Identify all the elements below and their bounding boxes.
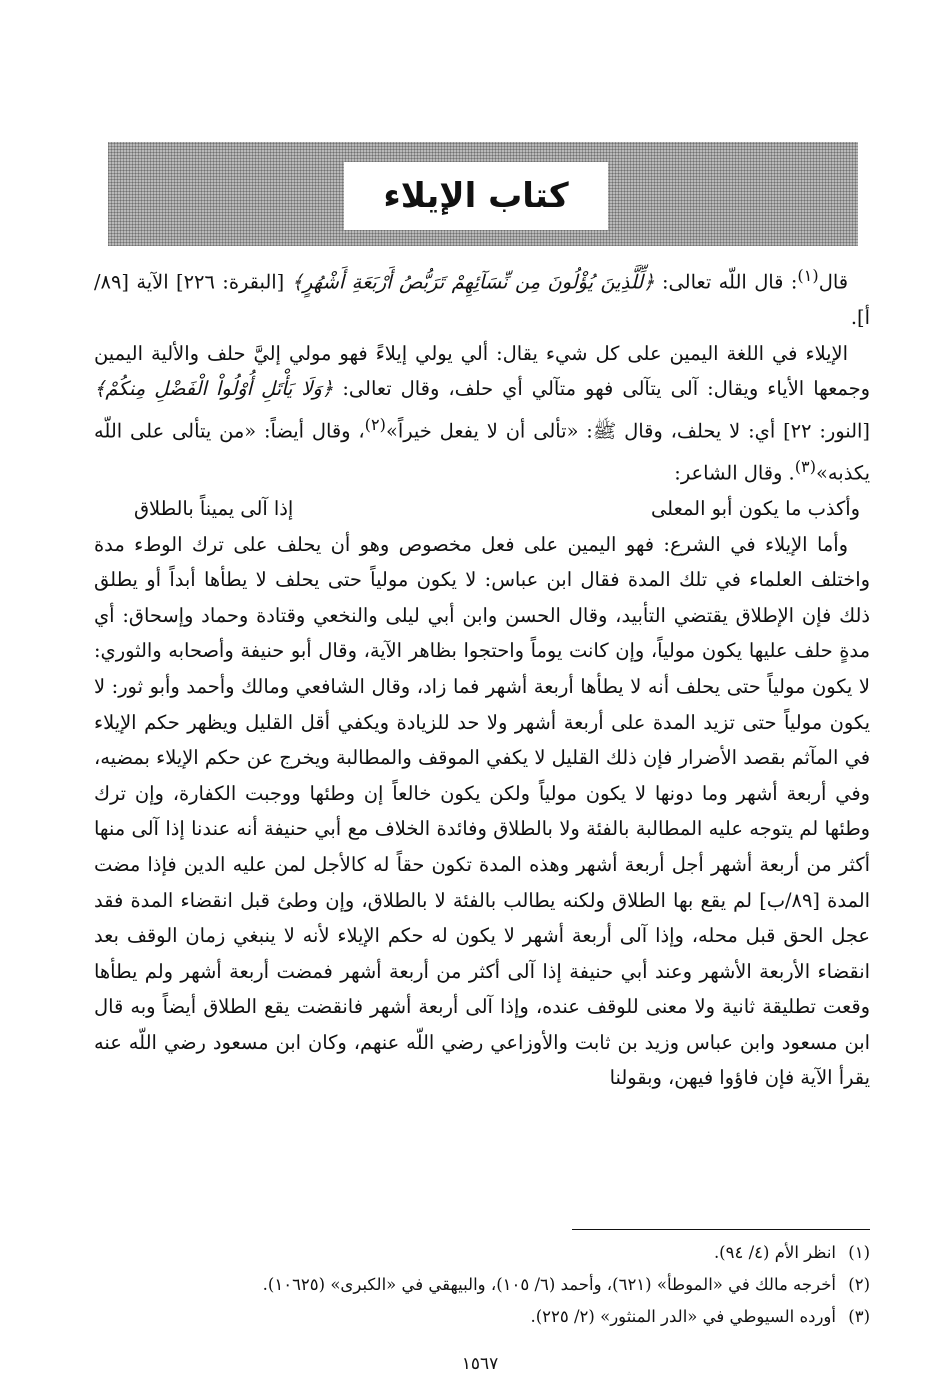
language-mid2: ، وقال أيضاً: «من يتألى على اللّه يكذبه» [94,419,870,485]
footnote-ref-3: (٣) [794,456,817,476]
intro-mid: : قال اللّه تعالى: [654,270,798,294]
footnote-1 [94,1237,870,1269]
footnote-number: (١) [848,1243,870,1262]
folio-marker: [٨٩/ب] [759,888,820,912]
sharia-definition-paragraph [94,527,870,1097]
footnote-ref-1: (١) [797,266,819,285]
chapter-title: كتاب الإيلاء [383,176,569,216]
footnote-number: (٣) [848,1307,870,1326]
footnote-3 [94,1301,870,1333]
footnote-ref-2: (٢) [364,414,386,434]
sharia-text-2: لم يقع بها الطلاق ولكنه يطالب بالفئة لا بالطلاق، وإن وطئ قبل انقضاء المدة فقد عجل الحق قبل محله، وإذا آلى أربعة أشهر لا يكون له حكم الإيلاء لأنه لا ينبغي زمان الوقف بعد انقضاء الأربعة الأشهر وعند أبي حنيفة إذا آلى أكثر من أربعة أشهر فمضت أربعة أشهر ولم يطأها وقعت تطليقة ثانية ولا معنى للوقف عنده، وإذا آلى أربعة أشهر فانقضت يقع الطلاق أيضاً وبه قال ابن مسعود وابن عباس وزيد بن ثابت والأوزاعي رضي اللّه عنهم، وكان ابن مسعود رضي اللّه عنه يقرأ الآية فإن فاؤوا فيهن، وبقولنا [94,888,871,1090]
language-definition-paragraph [94,336,870,491]
intro-post: [البقرة: ٢٢٦] الآية [٨٩/أ]. [94,270,870,330]
intro-pre: قال [818,270,849,294]
page-number: ١٥٦٧ [461,1354,499,1374]
chapter-title-box [344,162,608,230]
chapter-banner [108,142,858,246]
quran-verse-baqarah: ﴿لِّلَّذِينَ يُؤْلُونَ مِن نِّسَآئِهِمْ تَرَبُّصُ أَرْبَعَةِ أَشْهُرٍ﴾ [291,270,655,294]
footnote-text: أورده السيوطي في «الدر المنثور» (٢/ ٢٢٥). [530,1307,836,1326]
sharia-text-1: وأما الإيلاء في الشرع: فهو اليمين على فعل مخصوص وهو أن يحلف على ترك الوطء مدة واختلف العلماء في تلك المدة فقال ابن عباس: لا يكون مولياً حتى يحلف لا يطأها أبداً أو يطلق ذلك فإن الإطلاق يقتضي التأبيد، وقال الحسن وابن أبي ليلى والنخعي وقتادة وحماد وإسحاق: أي مدةٍ حلف عليها يكون مولياً، وإن كانت يوماً واحتجوا بظاهر الآية، وقال أبو حنيفة وأصحابه والثوري: لا يكون مولياً حتى يحلف أنه لا يطأها أربعة أشهر فما زاد، وقال الشافعي ومالك وأحمد وأبو ثور: لا يكون مولياً حتى تزيد المدة على أربعة أشهر ولا حد للزيادة ويكفي أقل القليل ويظهر حكم الإيلاء في المآثم بقصد الأضرار فإن ذلك القليل لا يكفي الموقف والمطالبة ويخرج عن حكم الإيلاء بمضيه، وفي أربعة أشهر وما دونها لا يكون مولياً ولكن يكون خالعاً إن وطئها ووجبت الكفارة، وإن ترك وطئها لم يتوجه عليه المطالبة بالفئة ولا بالطلاق وفائدة الخلاف مع أبي حنيفة أنه عندنا إذا آلى منها أكثر من أربعة أشهر أجل أربعة أشهر وهذه المدة تكون حقاً له كالأجل لمن عليه الدين فإذا مضت المدة [94,532,870,912]
poem-hemistich-1: وأكذب ما يكون أبو المعلى [651,496,860,520]
language-mid: [النور: ٢٢] أي: لا يحلف، وقال ﷺ: «تألى أن لا يفعل خيراً» [385,419,870,443]
footnote-2 [94,1269,870,1301]
quran-verse-nur: ﴿وَلَا يَأْتَلِ أُوْلُواْ الْفَضْلِ مِنكُمْ﴾ [94,377,334,401]
language-pre: الإيلاء في اللغة اليمين على كل شيء يقال: ألي يولي إيلاءً فهو مولي إليَّ حلف والألية اليمين وجمعها الأياء ويقال: آلى يتآلى فهو متآلي أي حلف، وقال تعالى: [94,341,870,401]
poem-hemistich-2: إذا آلى يميناً بالطلاق [134,496,294,520]
footnote-divider [572,1229,870,1230]
language-post: . وقال الشاعر: [674,461,795,485]
footnotes [94,1237,870,1333]
main-text [94,258,870,1096]
footnote-number: (٢) [848,1275,870,1294]
footnote-text: انظر الأم (٤/ ٩٤). [713,1243,836,1262]
footnote-text: أخرجه مالك في «الموطأ» (٦٢١)، وأحمد (٦/ ١٠٥)، والبيهقي في «الكبرى» (١٠٦٢٥). [262,1275,836,1294]
poem-verse [94,491,870,527]
intro-paragraph [94,258,870,336]
